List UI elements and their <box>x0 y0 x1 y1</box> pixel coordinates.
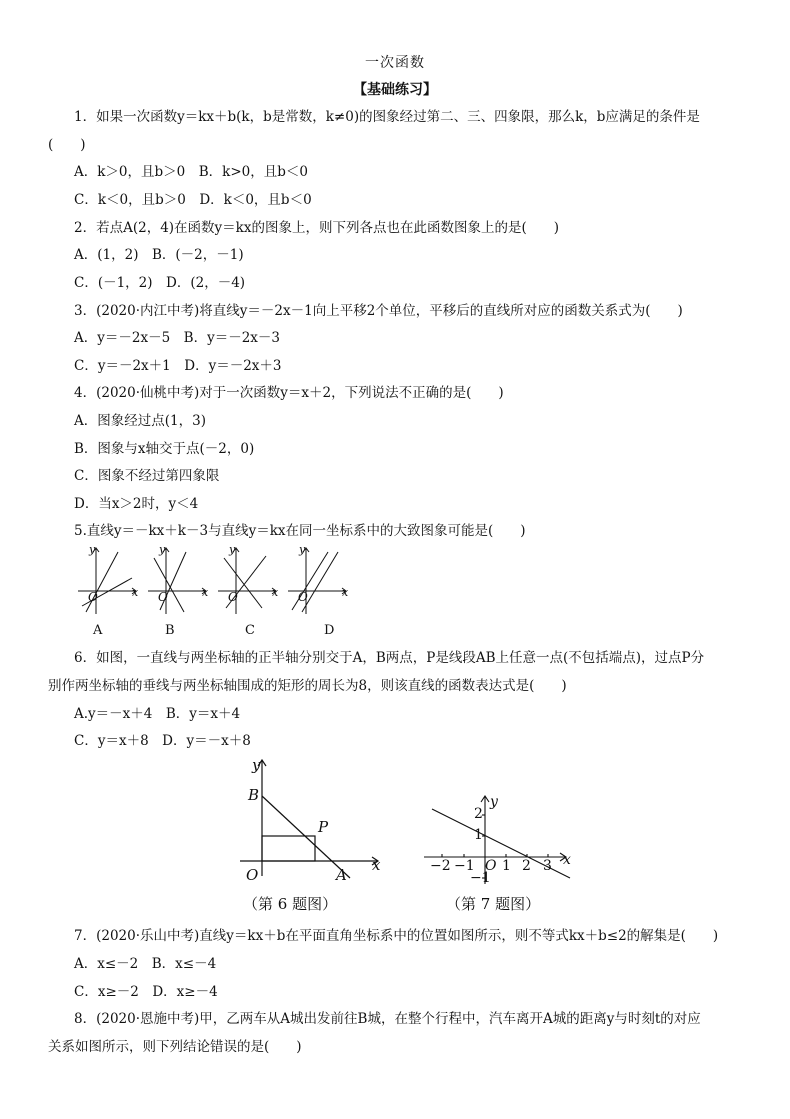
fig7-tick-y-2: 2 <box>474 806 483 822</box>
page-title: 一次函数 <box>365 55 425 71</box>
q5-graph-d <box>288 548 349 614</box>
q5-graph-b <box>148 548 209 614</box>
q5-b-origin: O <box>158 590 168 604</box>
fig7-tick-y-1: 1 <box>474 827 483 843</box>
fig6-b-label: B <box>248 786 260 804</box>
fig6-caption: （第 6 题图） <box>243 895 338 913</box>
q6-stem: 6．如图，一直线与两坐标轴的正半轴分别交于A，B两点，P是线段AB上任意一点(不包括端点)，过点P分 <box>74 650 705 666</box>
q3-options-cd: C．y＝－2x＋1 D．y＝－2x＋3 <box>74 358 282 374</box>
fig6-a-label: A <box>336 866 347 884</box>
q4-option-c: C．图象不经过第四象限 <box>74 468 220 484</box>
q5-c-x-label: x <box>272 586 279 599</box>
q8-stem: 8．(2020·恩施中考)甲，乙两车从A城出发前往B城，在整个行程中，汽车离开A城的距离y与时刻t的对应 <box>74 1011 701 1027</box>
q5-label-a: A <box>93 623 103 638</box>
fig7-y-label: y <box>490 794 498 810</box>
q6-options-ab: A.y＝－x＋4 B．y＝x＋4 <box>74 706 241 722</box>
q5-a-origin: O <box>88 590 98 604</box>
fig7-tick-x-neg1: −1 <box>454 858 475 874</box>
fig7-x-label: x <box>563 852 571 868</box>
q5-c-y-label: y <box>229 543 236 556</box>
q2-stem: 2．若点A(2，4)在函数y＝kx的图象上，则下列各点也在此函数图象上的是( ) <box>74 220 560 236</box>
q7-options-ab: A．x≤－2 B．x≤－4 <box>74 956 217 972</box>
fig7-tick-x-2: 2 <box>522 858 531 874</box>
q4-stem: 4．(2020·仙桃中考)对于一次函数y＝x＋2，下列说法不正确的是( ) <box>74 385 504 401</box>
q5-stem: 5.直线y＝－kx＋k－3与直线y＝kx在同一坐标系中的大致图象可能是( ) <box>74 523 526 539</box>
fig6-x-label: x <box>372 856 381 874</box>
q5-graph-a <box>78 548 139 614</box>
q5-graphs <box>76 544 376 619</box>
q5-d-y-label: y <box>299 543 306 556</box>
q6-stem-cont: 别作两坐标轴的垂线与两坐标轴围成的矩形的周长为8，则该直线的函数表达式是( ) <box>48 678 567 694</box>
q5-d-x-label: x <box>342 586 349 599</box>
fig6-origin: O <box>246 866 259 884</box>
fig6-p-label: P <box>318 818 329 836</box>
fig6-y-label: y <box>252 756 261 774</box>
q5-c-origin: O <box>228 590 238 604</box>
q3-options-ab: A．y＝－2x－5 B．y＝－2x－3 <box>74 330 281 346</box>
fig7-caption: （第 7 题图） <box>446 895 541 913</box>
fig7-origin: O <box>485 858 497 874</box>
fig7-tick-x-3: 3 <box>543 858 552 874</box>
q8-stem-cont: 关系如图所示，则下列结论错误的是( ) <box>48 1039 302 1055</box>
q1-stem-cont: ( ) <box>48 137 86 153</box>
q4-option-a: A．图象经过点(1，3) <box>74 413 206 429</box>
q5-b-x-label: x <box>202 586 209 599</box>
q1-options-cd: C．k＜0，且b＞0 D．k＜0，且b＜0 <box>74 192 312 208</box>
section-heading: 【基础练习】 <box>353 82 437 98</box>
q5-d-origin: O <box>298 590 308 604</box>
fig7-tick-y-neg1: −1 <box>470 870 491 886</box>
q1-options-ab: A．k＞0，且b＞0 B．k>0，且b＜0 <box>74 164 308 180</box>
q5-b-y-label: y <box>159 543 166 556</box>
q5-a-x-label: x <box>132 586 139 599</box>
q5-label-c: C <box>245 623 255 638</box>
q5-label-b: B <box>165 623 175 638</box>
q1-stem: 1．如果一次函数y＝kx＋b(k，b是常数，k≠0)的图象经过第二、三、四象限，那么k，b应满足的条件是 <box>74 109 700 125</box>
q5-a-y-label: y <box>89 543 96 556</box>
figure-7 <box>420 790 580 890</box>
figure-6 <box>240 758 390 888</box>
q5-graph-c <box>218 548 279 614</box>
q3-stem: 3．(2020·内江中考)将直线y＝－2x－1向上平移2个单位，平移后的直线所对应的函数关系式为( ) <box>74 303 683 319</box>
fig7-tick-x-1: 1 <box>502 858 511 874</box>
q4-option-b: B．图象与x轴交于点(－2，0) <box>74 441 255 457</box>
fig7-tick-x-neg2: −2 <box>430 858 451 874</box>
q5-label-d: D <box>324 623 335 638</box>
q2-options-cd: C．(－1，2) D．(2，－4) <box>74 275 246 291</box>
q7-options-cd: C．x≥－2 D．x≥－4 <box>74 984 218 1000</box>
q7-stem: 7．(2020·乐山中考)直线y＝kx＋b在平面直角坐标系中的位置如图所示，则不等式kx＋b≤2的解集是( ) <box>74 928 719 944</box>
q2-options-ab: A．(1，2) B．(－2，－1) <box>74 247 244 263</box>
q4-option-d: D．当x＞2时，y＜4 <box>74 496 199 512</box>
q6-options-cd: C．y＝x＋8 D．y＝－x＋8 <box>74 733 251 749</box>
